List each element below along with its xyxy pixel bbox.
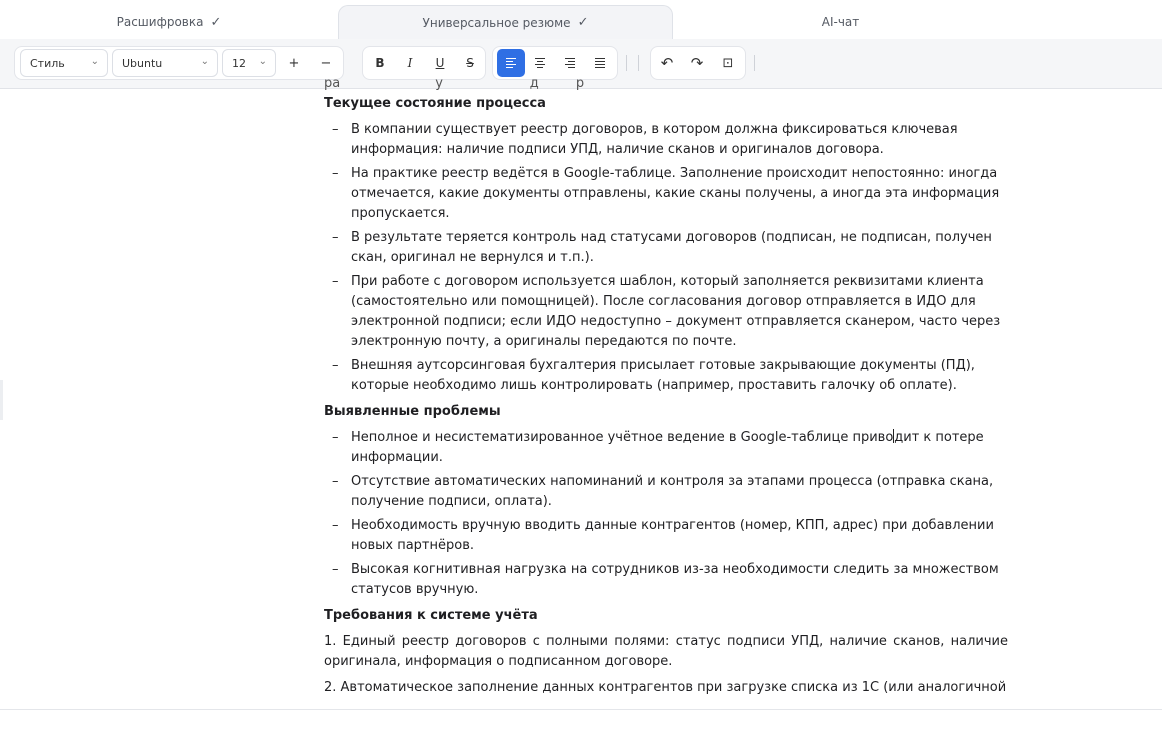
check-icon: ✓: [577, 15, 589, 30]
increase-font-button[interactable]: +: [288, 55, 300, 71]
style-select[interactable]: [20, 49, 108, 77]
list-item: – На практике реестр ведётся в Google-таблице. Заполнение происходит непостоянно: иногда отмечается, какие документы отправлены, какие сканы получены, а иногда эта информация пропускается.: [332, 166, 1000, 221]
requirement-paragraph: 2. Автоматическое заполнение данных контрагентов при загрузке списка из 1С (или аналогичной: [324, 680, 1007, 695]
bottom-bar: [0, 709, 1162, 730]
undo-button[interactable]: ↶: [660, 54, 674, 72]
toolbar-divider: [638, 55, 639, 71]
list-item: – Отсутствие автоматических напоминаний и контроля за этапами процесса (отправка скана, получение подписи, оплата).: [332, 474, 994, 509]
list-item: – Необходимость вручную вводить данные контрагентов (номер, КПП, адрес) при добавлении новых партнёров.: [332, 518, 994, 553]
partial-text-line: ра у д р: [324, 76, 585, 91]
list-item: – Внешняя аутсорсинговая бухгалтерия присылает готовые закрывающие документы (ПД), которые необходимо лишь контролировать (например, проставить галочку об оплате).: [332, 358, 975, 393]
decrease-font-button[interactable]: −: [320, 55, 332, 71]
bold-button[interactable]: B: [375, 56, 385, 70]
redo-button[interactable]: ↷: [690, 54, 704, 72]
align-justify-button[interactable]: [586, 49, 614, 77]
font-select-value: Ubuntu: [122, 56, 163, 70]
section-heading-problems: Выявленные проблемы: [324, 404, 501, 419]
toolbar-divider: [754, 55, 755, 71]
italic-button[interactable]: I: [407, 56, 413, 70]
list-item: – В компании существует реестр договоров, в котором должна фиксироваться ключевая информация: наличие подписи УПД, наличие сканов и оригиналов договора.: [332, 122, 958, 157]
align-center-icon: [535, 58, 545, 68]
chevron-down-icon: ⌄: [258, 56, 267, 67]
section-heading-requirements: Требования к системе учёта: [324, 608, 538, 623]
font-size-select[interactable]: [222, 49, 276, 77]
tab-ai-chat[interactable]: [673, 5, 1008, 39]
save-button[interactable]: ⊡: [722, 55, 734, 71]
font-select[interactable]: [112, 49, 218, 77]
style-select-value: Стиль: [30, 56, 65, 70]
chevron-down-icon: ⌄: [200, 56, 209, 67]
problems-list: [324, 428, 1008, 600]
align-center-button[interactable]: [526, 49, 554, 77]
align-left-button[interactable]: [497, 49, 525, 77]
current-state-list: [324, 120, 1008, 396]
align-right-button[interactable]: [556, 49, 584, 77]
requirement-paragraph: 1. Единый реестр договоров с полными полями: статус подписи УПД, наличие сканов, наличие оригинала, информация о подписанном договоре.: [324, 634, 1008, 669]
list-item: – Высокая когнитивная нагрузка на сотрудников из-за необходимости следить за множеством статусов вручную.: [332, 562, 999, 597]
align-justify-icon: [595, 58, 605, 68]
list-item: – При работе с договором используется шаблон, который заполняется реквизитами клиента (самостоятельно или помощницей). После согласования договор отправляется в ИДО для электронной подписи; если ИДО недоступно – документ отправляется сканером, часто через электронную почту, а оригиналы передаются по почте.: [332, 274, 1001, 349]
tab-bar: [0, 0, 1162, 40]
tab-universal-summary[interactable]: [338, 5, 673, 39]
toolbar-divider: [626, 55, 627, 71]
section-heading-current-state: Текущее состояние процесса: [324, 96, 546, 111]
tab-transcription[interactable]: [0, 5, 338, 39]
strikethrough-button[interactable]: S: [466, 56, 474, 70]
tab-ai-chat-label: AI-чат: [821, 15, 860, 29]
document-content[interactable]: [324, 74, 1008, 704]
document-area[interactable]: [0, 76, 1162, 709]
font-size-value: 12: [232, 56, 246, 70]
list-item: – Неполное и несистематизированное учётное ведение в Google-таблице приводит к потере информации.: [332, 430, 984, 465]
check-icon: ✓: [210, 14, 222, 30]
scroll-edge: [0, 380, 3, 420]
align-left-icon: [506, 58, 516, 68]
align-right-icon: [565, 58, 575, 68]
tab-transcription-label: Расшифровка: [116, 15, 204, 29]
underline-button[interactable]: U: [435, 56, 445, 70]
chevron-down-icon: ⌄: [90, 56, 99, 67]
list-item: – В результате теряется контроль над статусами договоров (подписан, не подписан, получен скан, оригинал не вернулся и т.п.).: [332, 230, 992, 265]
tab-universal-summary-label: Универсальное резюме: [422, 15, 571, 30]
